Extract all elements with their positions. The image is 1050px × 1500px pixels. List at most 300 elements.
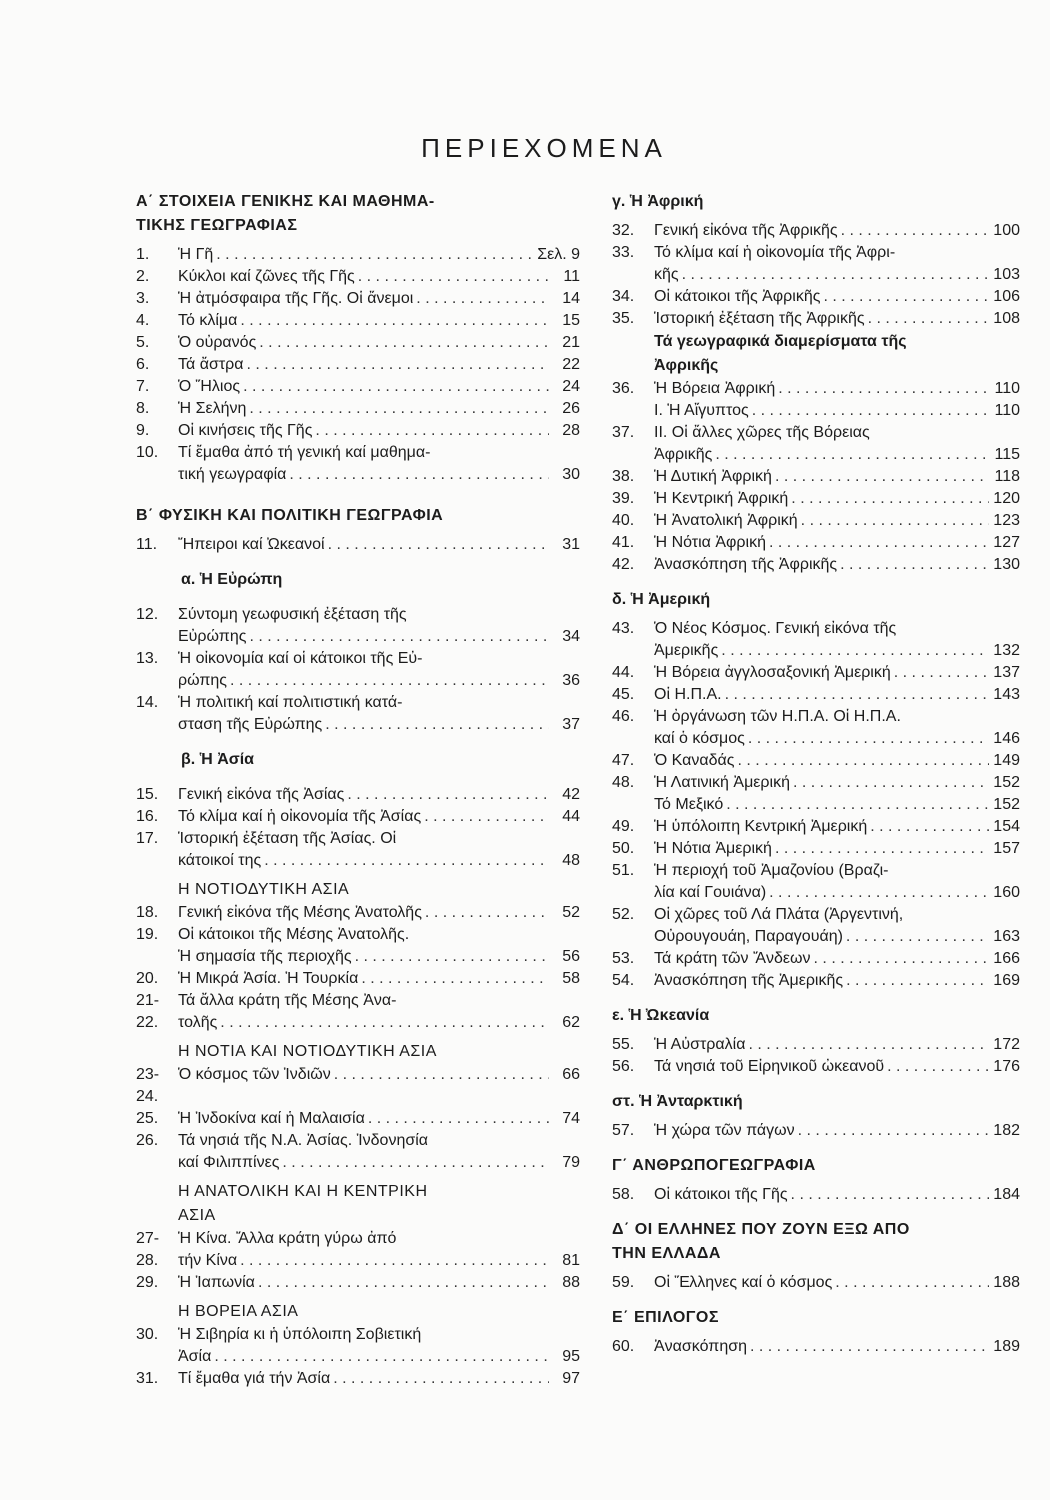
entry-body: [654, 1034, 1020, 1056]
toc-entry: [136, 806, 580, 828]
entry-body: [178, 806, 580, 828]
page-number: 56: [562, 948, 580, 965]
entry-body: [178, 692, 580, 736]
dot-leader: [355, 946, 549, 968]
toc-entry: [136, 1272, 580, 1294]
entry-text: Οἱ Η.Π.Α.: [654, 686, 722, 703]
page-number: 157: [993, 840, 1020, 857]
toc-entry: [612, 466, 1020, 488]
toc-entry: [136, 1108, 580, 1130]
entry-number: 59.: [612, 1274, 635, 1291]
dot-leader: [334, 1064, 549, 1086]
entry-last-line: [654, 308, 1020, 330]
entry-list: [612, 1184, 1020, 1206]
dot-leader: [752, 400, 989, 422]
entry-body: [178, 420, 580, 442]
entry-body: [654, 400, 1020, 422]
entry-number: 6.: [136, 356, 150, 373]
entry-text: τική γεωγραφία: [178, 466, 287, 483]
entry-text: Τό κλίμα: [178, 312, 238, 329]
toc-entry: [136, 1324, 580, 1368]
entry-list: [136, 1064, 580, 1174]
entry-last-line: [654, 1184, 1020, 1206]
subsection-heading: β. Ἡ Ἀσία: [181, 751, 254, 768]
toc-entry: [612, 684, 1020, 706]
toc-left-column: [136, 190, 580, 1390]
entry-body: [654, 750, 1020, 772]
entry-number: 11.: [136, 536, 158, 553]
page-number: 31: [562, 536, 580, 553]
entry-text: Ἡ χώρα τῶν πάγων: [654, 1122, 795, 1139]
entry-text: Ὁ οὐρανός: [178, 334, 257, 351]
entry-number: 49.: [612, 818, 635, 835]
toc-entry: [612, 618, 1020, 662]
entry-text: Ἡ ὑπόλοιπη Κεντρική Ἀμερική: [654, 818, 868, 835]
entry-text-line: Σύντομη γεωφυσική ἐξέταση τῆς: [178, 606, 407, 623]
dot-leader: [333, 1368, 549, 1390]
subsection-heading: ε. Ἡ Ὠκεανία: [612, 1007, 710, 1024]
dot-leader: [840, 554, 989, 576]
page-number: 22: [562, 356, 580, 373]
entry-body: [178, 288, 580, 310]
entry-body: [178, 828, 580, 872]
page-number: 37: [562, 716, 580, 733]
entry-number: 37.: [612, 424, 635, 441]
entry-text: τήν Κίνα: [178, 1252, 238, 1269]
entry-last-line: [178, 310, 580, 332]
page-number: 42: [562, 786, 580, 803]
entry-last-line: [654, 970, 1020, 992]
entry-last-line: [178, 354, 580, 376]
page-number: 182: [993, 1122, 1020, 1139]
toc-entry: [136, 784, 580, 806]
entry-body: [654, 618, 1020, 662]
entry-list: [612, 220, 1020, 330]
entry-number: 23-24.: [136, 1066, 160, 1105]
entry-number: [612, 794, 654, 816]
entry-text: Ἀνασκόπηση τῆς Ἀμερικῆς: [654, 972, 844, 989]
entry-text: Ὁ Καναδάς: [654, 752, 735, 769]
toc-entry: [136, 354, 580, 376]
page-number: 154: [993, 818, 1020, 835]
dot-leader: [835, 1272, 989, 1294]
entry-text: Τό κλίμα καί ἡ οἰκονομία τῆς Ἀσίας: [178, 808, 422, 825]
entry-body: [654, 1184, 1020, 1206]
entry-last-line: [178, 420, 580, 442]
entry-body: [178, 1272, 580, 1294]
dot-leader: [368, 1108, 549, 1130]
toc-entry: [136, 692, 580, 736]
entry-last-line: [178, 266, 580, 288]
entry-last-line: [654, 662, 1020, 684]
toc-entry: [136, 1228, 580, 1272]
entry-text: Κύκλοι καί ζῶνες τῆς Γῆς: [178, 268, 355, 285]
toc-entry: [136, 332, 580, 354]
entry-text: ρώπης: [178, 672, 228, 689]
entry-body: [654, 378, 1020, 400]
entry-number: 42.: [612, 556, 635, 573]
page-number: 52: [562, 904, 580, 921]
entry-last-line: [178, 968, 580, 990]
dot-leader: [220, 1012, 549, 1034]
entry-text: Γενική εἰκόνα τῆς Ἀσίας: [178, 786, 345, 803]
page-number: 172: [993, 1036, 1020, 1053]
toc-entry: [612, 838, 1020, 860]
entry-number: 43.: [612, 620, 635, 637]
page-number: 127: [993, 534, 1020, 551]
entry-body: [178, 534, 580, 556]
page-number: 115: [994, 446, 1020, 463]
entry-number: 47.: [612, 752, 635, 769]
entry-body: [654, 242, 1020, 286]
entry-number: 54.: [612, 972, 635, 989]
section-heading: Α΄ ΣΤΟΙΧΕΙΑ ΓΕΝΙΚΗΣ ΚΑΙ ΜΑΘΗΜΑ-: [136, 193, 435, 210]
entry-number: 60.: [612, 1338, 635, 1355]
entry-number: 38.: [612, 468, 635, 485]
entry-number: 4.: [136, 312, 150, 329]
page-number: 143: [993, 686, 1020, 703]
region-heading: ΑΣΙΑ: [178, 1207, 216, 1224]
entry-text-line: Τά ἄλλα κράτη τῆς Μέσης Ἀνα-: [178, 992, 397, 1009]
entry-last-line: [654, 444, 1020, 466]
region-heading: Η ΑΝΑΤΟΛΙΚΗ ΚΑΙ Η ΚΕΝΤΡΙΚΗ: [178, 1183, 428, 1200]
entry-list: [136, 604, 580, 736]
entry-number: 12.: [136, 606, 159, 623]
entry-text: κῆς: [654, 266, 679, 283]
toc-entry: [136, 990, 580, 1034]
entry-number: 55.: [612, 1036, 635, 1053]
entry-number: 51.: [612, 862, 635, 879]
toc-entry: [612, 1336, 1020, 1358]
entry-number: 16.: [136, 808, 159, 825]
dot-leader: [682, 264, 989, 286]
dot-leader: [814, 948, 989, 970]
entry-number: 18.: [136, 904, 159, 921]
page-number: 146: [993, 730, 1020, 747]
entry-last-line: [654, 554, 1020, 576]
entry-last-line: [654, 640, 1020, 662]
dot-leader: [725, 684, 989, 706]
region-heading: Η ΒΟΡΕΙΑ ΑΣΙΑ: [178, 1303, 299, 1320]
toc-right-column: [612, 190, 1020, 1358]
entry-number: 48.: [612, 774, 635, 791]
region-heading: Η ΝΟΤΙΑ ΚΑΙ ΝΟΤΙΟΔΥΤΙΚΗ ΑΣΙΑ: [178, 1043, 437, 1060]
page-number: 28: [562, 422, 580, 439]
entry-body: [178, 902, 580, 924]
subsection-heading: Ἀφρικῆς: [654, 357, 719, 374]
entry-number: 58.: [612, 1186, 635, 1203]
entry-last-line: [178, 398, 580, 420]
toc-entry: [136, 828, 580, 872]
entry-list: [612, 1336, 1020, 1358]
page-number: 62: [562, 1014, 580, 1031]
dot-leader: [416, 288, 549, 310]
toc-entry: [136, 534, 580, 556]
entry-last-line: [654, 1120, 1020, 1142]
toc-entry: [612, 750, 1020, 772]
dot-leader: [775, 466, 989, 488]
entry-body: [178, 968, 580, 990]
toc-entry: [136, 1064, 580, 1108]
dot-leader: [798, 1120, 989, 1142]
entry-text: Ἀμερικῆς: [654, 642, 719, 659]
entry-last-line: [178, 902, 580, 924]
page-number: 149: [993, 752, 1020, 769]
entry-last-line: [654, 750, 1020, 772]
entry-number: 7.: [136, 378, 150, 395]
entry-last-line: [654, 1336, 1020, 1358]
entry-last-line: [178, 1108, 580, 1130]
entry-text: Τά νησιά τοῦ Εἰρηνικοῦ ὠκεανοῦ: [654, 1058, 885, 1075]
entry-body: [178, 354, 580, 376]
entry-last-line: [654, 948, 1020, 970]
entry-text: Ὁ Ἥλιος: [178, 378, 241, 395]
entry-list: [612, 378, 1020, 576]
entry-last-line: [178, 1064, 580, 1086]
toc-entry: [136, 604, 580, 648]
entry-number: 17.: [136, 830, 159, 847]
toc-entry: [136, 902, 580, 924]
entry-text-line: Τί ἔμαθα ἀπό τή γενική καί μαθημα-: [178, 444, 431, 461]
entry-last-line: [654, 532, 1020, 554]
entry-text-line: Οἱ χῶρες τοῦ Λά Πλάτα (Ἀργεντινή,: [654, 906, 904, 923]
entry-last-line: [178, 288, 580, 310]
dot-leader: [870, 816, 989, 838]
page-number: 184: [993, 1186, 1020, 1203]
toc-entry: [136, 1130, 580, 1174]
toc-entry: [612, 488, 1020, 510]
page-number: 152: [993, 796, 1020, 813]
toc-entry: [612, 286, 1020, 308]
entry-text-line: Ἡ περιοχή τοῦ Ἀμαζονίου (Βραζι-: [654, 862, 889, 879]
entry-list: [612, 1034, 1020, 1078]
entry-last-line: [654, 400, 1020, 422]
entry-text-line: Οἱ κάτοικοι τῆς Μέσης Ἀνατολῆς.: [178, 926, 410, 943]
entry-text-line: Τό κλίμα καί ἡ οἰκονομία τῆς Ἀφρι-: [654, 244, 896, 261]
page-number: 110: [994, 380, 1020, 397]
entry-text: Εὐρώπης: [178, 628, 247, 645]
subsection-heading: α. Ἡ Εὐρώπη: [181, 571, 283, 588]
toc-entry: [612, 378, 1020, 400]
entry-number: 41.: [612, 534, 635, 551]
entry-number: 1.: [136, 246, 150, 263]
dot-leader: [894, 662, 989, 684]
page-number: 79: [562, 1154, 580, 1171]
dot-leader: [249, 626, 549, 648]
entry-text: Τί ἔμαθα γιά τήν Ἀσία: [178, 1370, 331, 1387]
toc-entry: [136, 288, 580, 310]
entry-number: 32.: [612, 222, 635, 239]
entry-text: Ἀνασκόπηση τῆς Ἀφρικῆς: [654, 556, 838, 573]
entry-body: [178, 990, 580, 1034]
dot-leader: [775, 838, 989, 860]
toc-entry: [136, 968, 580, 990]
toc-entry: [612, 554, 1020, 576]
entry-number: 9.: [136, 422, 150, 439]
dot-leader: [249, 398, 549, 420]
entry-last-line: [178, 670, 580, 692]
entry-body: [654, 1120, 1020, 1142]
toc-entry: [612, 706, 1020, 750]
toc-entry: [136, 924, 580, 968]
entry-list: [136, 534, 580, 556]
entry-text-line: Ἡ Κίνα. Ἄλλα κράτη γύρω ἀπό: [178, 1230, 397, 1247]
dot-leader: [823, 286, 989, 308]
entry-text: καί ὁ κόσμος: [654, 730, 745, 747]
entry-text: Ἡ Γῆ: [178, 246, 214, 263]
entry-text: Τά κράτη τῶν Ἄνδεων: [654, 950, 811, 967]
entry-number: 35.: [612, 310, 635, 327]
entry-last-line: [178, 850, 580, 872]
dot-leader: [778, 378, 989, 400]
section-heading: Γ΄ ΑΝΘΡΩΠΟΓΕΩΓΡΑΦΙΑ: [612, 1157, 816, 1174]
entry-text-line: Ὁ Νέος Κόσμος. Γενική εἰκόνα τῆς: [654, 620, 897, 637]
dot-leader: [214, 1346, 549, 1368]
toc-entry: [612, 1184, 1020, 1206]
toc-entry: [136, 420, 580, 442]
dot-leader: [230, 670, 549, 692]
entry-text: Οἱ κάτοικοι τῆς Γῆς: [654, 1186, 788, 1203]
page-number: 34: [562, 628, 580, 645]
entry-body: [178, 924, 580, 968]
dot-leader: [216, 244, 534, 266]
entry-body: [178, 1108, 580, 1130]
entry-last-line: [178, 376, 580, 398]
entry-list: [612, 1272, 1020, 1294]
entry-last-line: [654, 1272, 1020, 1294]
entry-body: [654, 488, 1020, 510]
toc-entry: [136, 310, 580, 332]
entry-last-line: [178, 946, 580, 968]
dot-leader: [887, 1056, 989, 1078]
toc-entry: [612, 242, 1020, 286]
section-heading: ΤΗΝ ΕΛΛΑΔΑ: [612, 1245, 721, 1262]
entry-number: 15.: [136, 786, 159, 803]
entry-body: [654, 1272, 1020, 1294]
entry-text: Ἀσία: [178, 1348, 212, 1365]
dot-leader: [264, 850, 549, 872]
entry-number: 40.: [612, 512, 635, 529]
entry-body: [654, 970, 1020, 992]
entry-text: Ἡ Ἰαπωνία: [178, 1274, 255, 1291]
page-number: 188: [993, 1274, 1020, 1291]
entry-body: [178, 1368, 580, 1390]
page-number: 88: [562, 1274, 580, 1291]
entry-text: Ἡ Ἰνδοκίνα καί ἡ Μαλαισία: [178, 1110, 365, 1127]
entry-text: Ἡ σημασία τῆς περιοχῆς: [178, 948, 352, 965]
page-number: 26: [562, 400, 580, 417]
entry-text: Οὐρουγουάη, Παραγουάη): [654, 928, 843, 945]
entry-last-line: [654, 510, 1020, 532]
entry-number: 25.: [136, 1110, 159, 1127]
entry-body: [654, 1056, 1020, 1078]
entry-last-line: [178, 714, 580, 736]
entry-text: Ἡ Αὐστραλία: [654, 1036, 746, 1053]
entry-last-line: [178, 1152, 580, 1174]
entry-number: [612, 400, 654, 422]
dot-leader: [315, 420, 549, 442]
entry-last-line: [654, 772, 1020, 794]
entry-body: [654, 794, 1020, 816]
toc-entry: [612, 772, 1020, 794]
page-number: 81: [562, 1252, 580, 1269]
page-number: 189: [993, 1338, 1020, 1355]
entry-text: Ὁ κόσμος τῶν Ἰνδιῶν: [178, 1066, 331, 1083]
entry-number: 26.: [136, 1132, 159, 1149]
entry-body: [654, 466, 1020, 488]
page-number: 103: [993, 266, 1020, 283]
toc-entry: [136, 442, 580, 486]
entry-last-line: [654, 838, 1020, 860]
page-number: 36: [562, 672, 580, 689]
page-number: 14: [562, 290, 580, 307]
dot-leader: [769, 532, 989, 554]
dot-leader: [258, 1272, 549, 1294]
entry-body: [178, 310, 580, 332]
entry-number: 10.: [136, 444, 159, 461]
toc-entry: [612, 1120, 1020, 1142]
dot-leader: [247, 354, 549, 376]
page-number: 100: [993, 222, 1020, 239]
entry-number: 53.: [612, 950, 635, 967]
toc-entry: [612, 904, 1020, 948]
dot-leader: [361, 968, 549, 990]
entry-list: [136, 1228, 580, 1294]
dot-leader: [791, 1184, 989, 1206]
entry-text-line: Τά νησιά τῆς Ν.Α. Ἀσίας. Ἰνδονησία: [178, 1132, 429, 1149]
dot-leader: [846, 970, 989, 992]
entry-body: [654, 554, 1020, 576]
dot-leader: [289, 464, 549, 486]
subsection-heading: γ. Ἡ Ἀφρική: [612, 193, 704, 210]
entry-text-line: Ἡ οἰκονομία καί οἱ κάτοικοι τῆς Εὐ-: [178, 650, 423, 667]
toc-entry: [612, 422, 1020, 466]
page-number: 11: [563, 268, 580, 285]
entry-last-line: [178, 784, 580, 806]
entry-list: [136, 784, 580, 872]
entry-number: 50.: [612, 840, 635, 857]
entry-body: [178, 648, 580, 692]
entry-body: [654, 1336, 1020, 1358]
entry-text: Γενική εἰκόνα τῆς Ἀφρικῆς: [654, 222, 838, 239]
entry-body: [654, 948, 1020, 970]
entry-number: 30.: [136, 1326, 159, 1343]
entry-number: 34.: [612, 288, 635, 305]
entry-last-line: [178, 1272, 580, 1294]
entry-last-line: [654, 1034, 1020, 1056]
entry-body: [654, 286, 1020, 308]
dot-leader: [240, 1250, 549, 1272]
entry-text: Ἡ Σελήνη: [178, 400, 247, 417]
entry-body: [178, 376, 580, 398]
entry-body: [654, 662, 1020, 684]
entry-list: [136, 1324, 580, 1390]
entry-list: [612, 1120, 1020, 1142]
entry-last-line: [654, 882, 1020, 904]
entry-body: [654, 308, 1020, 330]
entry-number: 20.: [136, 970, 159, 987]
entry-last-line: [654, 466, 1020, 488]
dot-leader: [846, 926, 989, 948]
entry-number: 19.: [136, 926, 159, 943]
section-heading: ΤΙΚΗΣ ΓΕΩΓΡΑΦΙΑΣ: [136, 217, 298, 234]
toc-entry: [612, 948, 1020, 970]
toc-entry: [612, 532, 1020, 554]
toc-entry: [612, 308, 1020, 330]
dot-leader: [243, 376, 549, 398]
page-number: 152: [993, 774, 1020, 791]
page-number: 48: [562, 852, 580, 869]
